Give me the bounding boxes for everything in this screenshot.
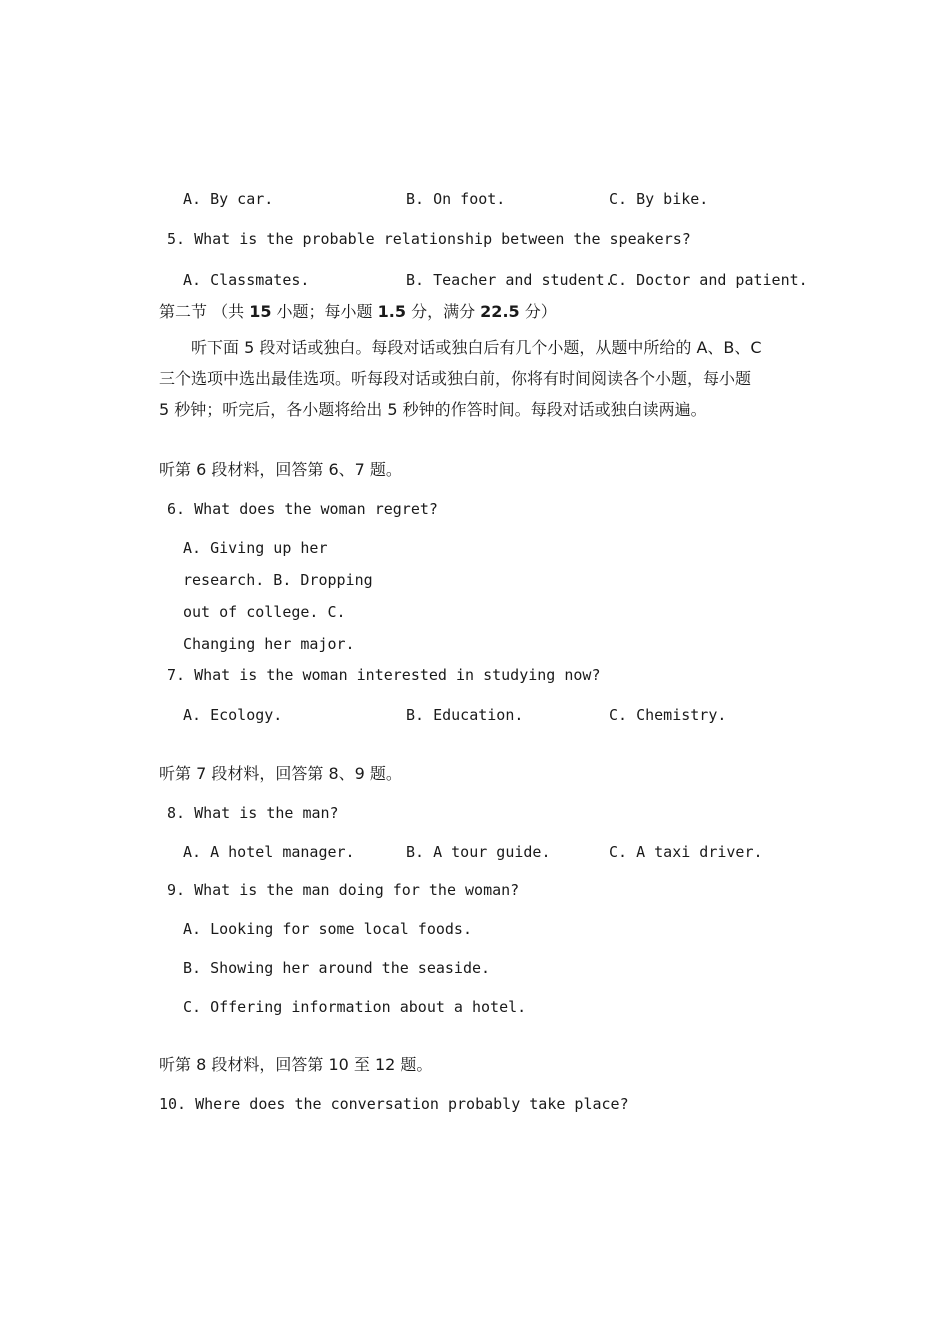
material7-heading: 听第 7 段材料，回答第 8、9 题。 <box>159 764 402 783</box>
section2-instructions-line-3: 5 秒钟；听完后，各小题将给出 5 秒钟的作答时间。每段对话或独白读两遍。 <box>159 400 707 419</box>
material8-heading: 听第 8 段材料，回答第 10 至 12 题。 <box>159 1055 433 1074</box>
q8-option-a: A. A hotel manager. <box>183 843 355 861</box>
section2-instructions-line-2: 三个选项中选出最佳选项。听每段对话或独白前，你将有时间阅读各个小题，每小题 <box>159 369 752 388</box>
section2-instructions-line-1: 听下面 5 段对话或独白。每段对话或独白后有几个小题，从题中所给的 A、B、C <box>191 338 762 357</box>
q6-option-line-4: Changing her major. <box>183 635 355 653</box>
q6-option-line-1: A. Giving up her <box>183 539 328 557</box>
q6-question: 6. What does the woman regret? <box>167 500 438 518</box>
q5-option-b: B. Teacher and student. <box>406 271 614 289</box>
material6-heading: 听第 6 段材料，回答第 6、7 题。 <box>159 460 402 479</box>
q9-option-b: B. Showing her around the seaside. <box>183 959 491 977</box>
q6-option-line-2: research. B. Dropping <box>183 571 373 589</box>
q7-option-b: B. Education. <box>406 706 524 724</box>
q5-question: 5. What is the probable relationship between the speakers? <box>167 230 691 248</box>
section2-heading: 第二节 （共 15 小题；每小题 1.5 分，满分 22.5 分） <box>159 302 557 321</box>
q9-option-c: C. Offering information about a hotel. <box>183 998 527 1016</box>
q4-option-a: A. By car. <box>183 190 274 208</box>
q4-option-b: B. On foot. <box>406 190 506 208</box>
q7-option-c: C. Chemistry. <box>609 706 727 724</box>
q7-option-a: A. Ecology. <box>183 706 283 724</box>
q8-option-c: C. A taxi driver. <box>609 843 763 861</box>
q8-option-b: B. A tour guide. <box>406 843 551 861</box>
q9-question: 9. What is the man doing for the woman? <box>167 881 520 899</box>
q6-option-line-3: out of college. C. <box>183 603 346 621</box>
q10-question: 10. Where does the conversation probably take place? <box>159 1095 629 1113</box>
q8-question: 8. What is the man? <box>167 804 339 822</box>
q9-option-a: A. Looking for some local foods. <box>183 920 472 938</box>
q5-option-a: A. Classmates. <box>183 271 310 289</box>
q5-option-c: C. Doctor and patient. <box>609 271 808 289</box>
q7-question: 7. What is the woman interested in studying now? <box>167 666 601 684</box>
q4-option-c: C. By bike. <box>609 190 709 208</box>
